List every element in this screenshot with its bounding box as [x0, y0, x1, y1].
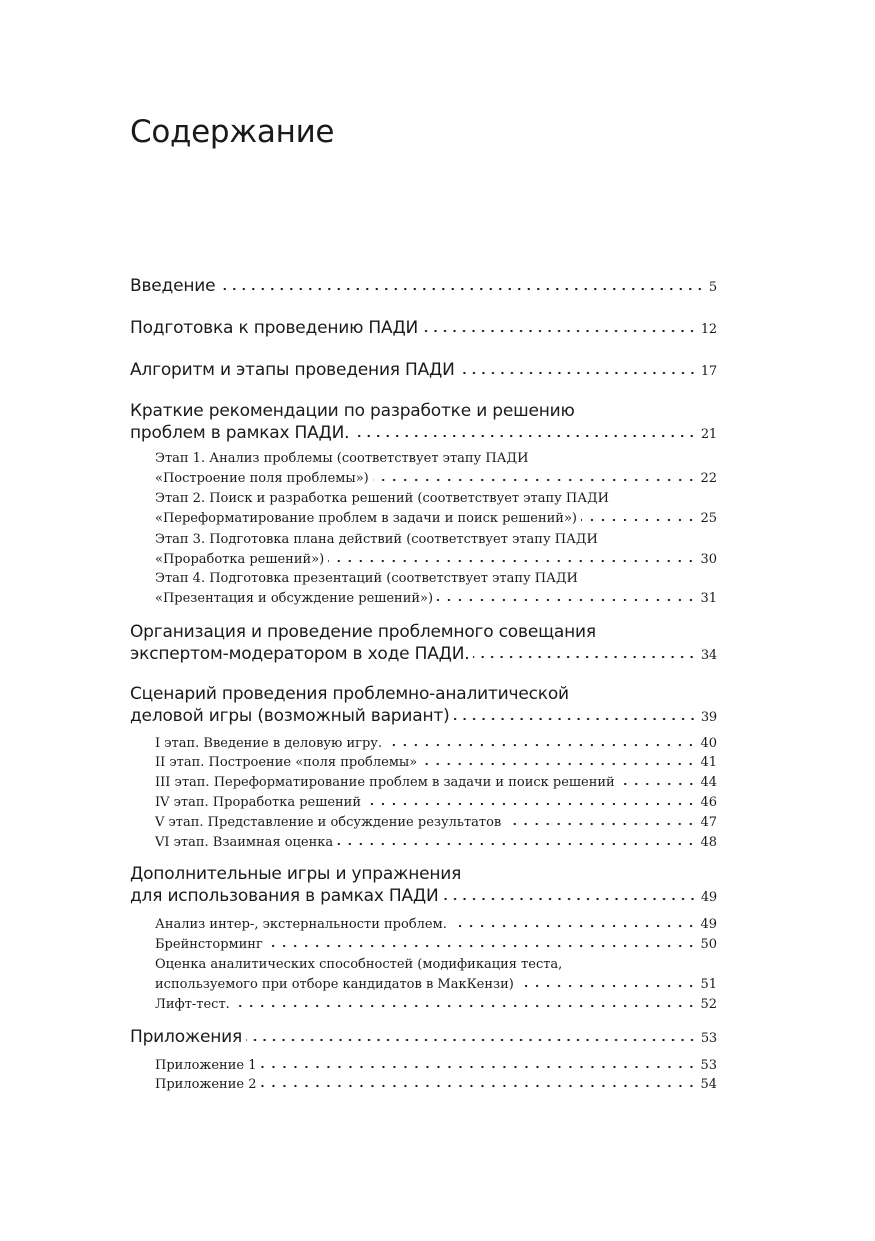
- page-number: 48: [700, 835, 717, 850]
- dot-leader: [505, 822, 696, 826]
- dot-leader: [518, 984, 697, 988]
- dot-leader: [234, 1004, 697, 1008]
- page-number: 12: [700, 322, 717, 337]
- toc-entry[interactable]: [130, 275, 717, 299]
- page-number: 5: [708, 280, 717, 295]
- page-number: 53: [700, 1058, 717, 1073]
- toc-entry-title: V этап. Представление и обсуждение результатов: [155, 815, 502, 830]
- toc-entry[interactable]: [130, 863, 717, 909]
- page-number: 49: [700, 890, 717, 905]
- toc-entry[interactable]: [130, 317, 717, 341]
- dot-leader: [353, 434, 696, 438]
- page-number: 47: [700, 815, 717, 830]
- page-number: 44: [700, 775, 717, 790]
- page-number: 22: [700, 471, 717, 486]
- toc-entry-title: «Построение поля проблемы»): [155, 471, 369, 486]
- toc-entry-title: «Презентация и обсуждение решений»): [155, 591, 434, 606]
- toc-entry[interactable]: [155, 530, 717, 570]
- toc-entry[interactable]: [155, 449, 717, 489]
- toc-entry-title: используемого при отборе кандидатов в МакКензи): [155, 977, 514, 992]
- dot-leader: [421, 762, 696, 766]
- toc-entry-title: Анализ интер-, экстернальности проблем.: [155, 917, 447, 932]
- dot-leader: [443, 897, 697, 901]
- toc-entry-title: Лифт-тест.: [155, 997, 230, 1012]
- dot-leader: [386, 743, 696, 747]
- dot-leader: [422, 329, 697, 333]
- page-number: 34: [700, 648, 717, 663]
- toc-entry[interactable]: [155, 955, 717, 995]
- toc-entry-title: VI этап. Взаимная оценка: [155, 835, 334, 850]
- toc-entry[interactable]: [155, 813, 717, 833]
- toc-entry-title: Этап 3. Подготовка плана действий (соответствует этапу ПАДИ: [155, 532, 598, 547]
- toc-entry[interactable]: [155, 995, 717, 1015]
- dot-leader: [261, 1065, 697, 1069]
- toc-entry[interactable]: [155, 489, 717, 529]
- toc-entry[interactable]: [155, 833, 717, 853]
- toc-entry-title: Брейнсторминг: [155, 937, 263, 952]
- toc-entry[interactable]: [130, 359, 717, 383]
- toc-entry[interactable]: [155, 935, 717, 955]
- toc-entry-title: Приложение 2: [155, 1077, 257, 1092]
- dot-leader: [473, 655, 696, 659]
- toc-entry-title: III этап. Переформатирование проблем в задачи и поиск решений: [155, 775, 615, 790]
- toc-entry-title: проблем в рамках ПАДИ.: [130, 423, 350, 443]
- dot-leader: [619, 782, 697, 786]
- toc-entry[interactable]: [155, 569, 717, 609]
- page-number: 30: [700, 552, 717, 567]
- dot-leader: [219, 287, 705, 291]
- page-number: 17: [700, 364, 717, 379]
- toc-entry-title: Оценка аналитических способностей (модификация теста,: [155, 957, 563, 972]
- toc-entry-title: IV этап. Проработка решений: [155, 795, 362, 810]
- page-number: 49: [700, 917, 717, 932]
- toc-entry-title: Этап 2. Поиск и разработка решений (соответствует этапу ПАДИ: [155, 491, 610, 506]
- dot-leader: [267, 944, 697, 948]
- toc-entry-title: Дополнительные игры и упражнения: [130, 864, 462, 884]
- toc-entry[interactable]: [130, 400, 717, 446]
- toc-entry[interactable]: [155, 793, 717, 813]
- page-number: 31: [700, 591, 717, 606]
- dot-leader: [437, 598, 696, 602]
- toc-entry-title: экспертом-модератором в ходе ПАДИ.: [130, 644, 470, 664]
- page-title: Содержание: [130, 114, 335, 150]
- toc-entry-title: Этап 4. Подготовка презентаций (соответствует этапу ПАДИ: [155, 571, 578, 586]
- toc-entry[interactable]: [155, 1056, 717, 1076]
- page-number: 54: [700, 1077, 717, 1092]
- page-number: 51: [700, 977, 717, 992]
- page-number: 46: [700, 795, 717, 810]
- toc-entry-title: Введение: [130, 276, 216, 296]
- page-number: 39: [700, 710, 717, 725]
- toc-entry[interactable]: [155, 915, 717, 935]
- page-number: 21: [700, 427, 717, 442]
- toc-entry[interactable]: [155, 753, 717, 773]
- toc-entry-title: Сценарий проведения проблемно-аналитической: [130, 684, 569, 704]
- dot-leader: [328, 559, 696, 563]
- dot-leader: [246, 1038, 697, 1042]
- toc-entry[interactable]: [130, 1026, 717, 1050]
- page-number: 53: [700, 1031, 717, 1046]
- dot-leader: [454, 717, 697, 721]
- page-number: 50: [700, 937, 717, 952]
- page-number: 40: [700, 736, 717, 751]
- toc-entry-title: Приложение 1: [155, 1058, 257, 1073]
- toc-entry-title: для использования в рамках ПАДИ: [130, 886, 439, 906]
- toc-entry[interactable]: [155, 773, 717, 793]
- toc-entry-title: деловой игры (возможный вариант): [130, 706, 450, 726]
- dot-leader: [581, 518, 696, 522]
- toc-entry-title: Краткие рекомендации по разработке и решению: [130, 401, 575, 421]
- page-number: 52: [700, 997, 717, 1012]
- toc-entry-title: «Проработка решений»): [155, 552, 325, 567]
- toc-entry-title: Приложения: [130, 1027, 243, 1047]
- toc-entry-title: Организация и проведение проблемного совещания: [130, 622, 596, 642]
- toc-entry[interactable]: [155, 734, 717, 754]
- dot-leader: [459, 371, 697, 375]
- dot-leader: [261, 1084, 697, 1088]
- toc-entry-title: I этап. Введение в деловую игру.: [155, 736, 383, 751]
- toc-entry-title: II этап. Построение «поля проблемы»: [155, 755, 418, 770]
- toc-entry-title: Подготовка к проведению ПАДИ: [130, 318, 419, 338]
- toc-entry-title: Алгоритм и этапы проведения ПАДИ: [130, 360, 455, 380]
- dot-leader: [451, 924, 697, 928]
- page-number: 25: [700, 511, 717, 526]
- dot-leader: [337, 842, 696, 846]
- toc-entry[interactable]: [155, 1075, 717, 1095]
- toc-entry-title: Этап 1. Анализ проблемы (соответствует этапу ПАДИ: [155, 451, 529, 466]
- toc-entry[interactable]: [130, 683, 717, 729]
- toc-entry-title: «Переформатирование проблем в задачи и поиск решений»): [155, 511, 577, 526]
- toc-entry[interactable]: [130, 621, 717, 667]
- dot-leader: [373, 478, 697, 482]
- page-number: 41: [700, 755, 717, 770]
- dot-leader: [365, 802, 696, 806]
